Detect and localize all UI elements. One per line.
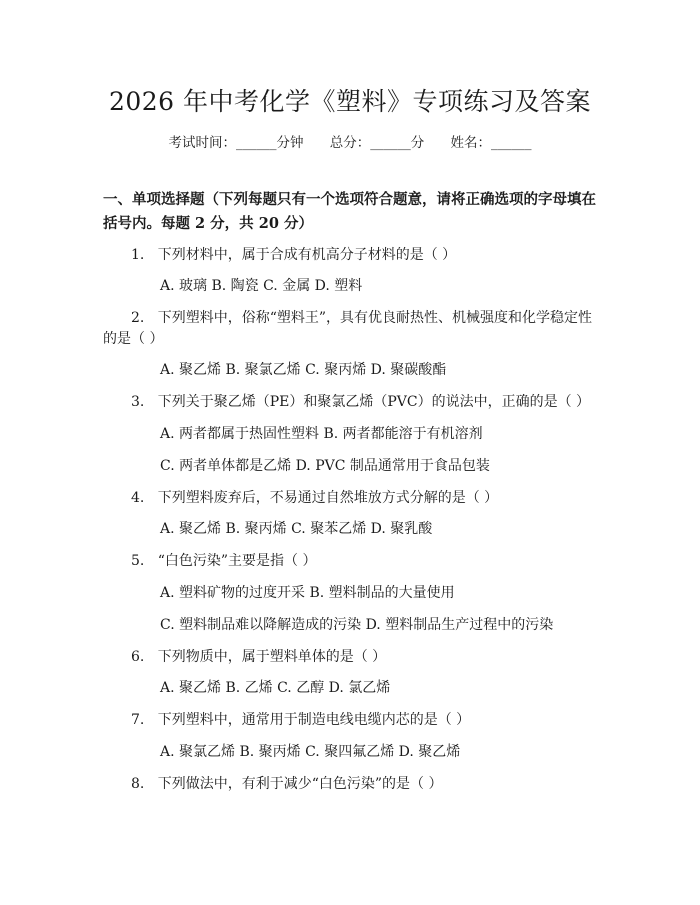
question-5-options-1: A. 塑料矿物的过度开采 B. 塑料制品的大量使用 bbox=[160, 585, 455, 601]
question-4: 4. 下列塑料废弃后，不易通过自然堆放方式分解的是（ ） bbox=[131, 490, 499, 506]
question-5-options-2: C. 塑料制品难以降解造成的污染 D. 塑料制品生产过程中的污染 bbox=[160, 617, 554, 633]
question-1-options: A. 玻璃 B. 陶瓷 C. 金属 D. 塑料 bbox=[160, 278, 363, 294]
question-3-options-2: C. 两者单体都是乙烯 D. PVC 制品通常用于食品包装 bbox=[160, 458, 490, 474]
question-3-options-1: A. 两者都属于热固性塑料 B. 两者都能溶于有机溶剂 bbox=[160, 426, 483, 442]
score-field: 总分：______分 bbox=[329, 135, 425, 151]
question-5: 5. “白色污染”主要是指（ ） bbox=[131, 553, 317, 569]
question-6-options: A. 聚乙烯 B. 乙烯 C. 乙醇 D. 氯乙烯 bbox=[160, 680, 391, 696]
question-4-options: A. 聚乙烯 B. 聚丙烯 C. 聚苯乙烯 D. 聚乳酸 bbox=[160, 521, 433, 537]
question-6: 6. 下列物质中，属于塑料单体的是（ ） bbox=[131, 649, 387, 665]
question-8: 8. 下列做法中，有利于减少“白色污染”的是（ ） bbox=[131, 776, 443, 792]
question-2-options: A. 聚乙烯 B. 聚氯乙烯 C. 聚丙烯 D. 聚碳酸酯 bbox=[160, 362, 447, 378]
question-3: 3. 下列关于聚乙烯（PE）和聚氯乙烯（PVC）的说法中，正确的是（ ） bbox=[131, 394, 591, 410]
section-heading: 一、单项选择题（下列每题只有一个选项符合题意，请将正确选项的字母填在括号内。每题 2 分，共 20 分） bbox=[103, 191, 596, 232]
question-2: 2. 下列塑料中，俗称“塑料王”，具有优良耐热性、机械强度和化学稳定性 bbox=[131, 310, 593, 326]
name-field: 姓名：______ bbox=[450, 135, 532, 151]
question-1: 1. 下列材料中，属于合成有机高分子材料的是（ ） bbox=[131, 247, 457, 263]
question-2-continuation: 的是（ ） bbox=[103, 331, 164, 347]
page-title: 2026 年中考化学《塑料》专项练习及答案 bbox=[108, 87, 592, 116]
time-field: 考试时间：______分钟 bbox=[168, 135, 304, 151]
question-7-options: A. 聚氯乙烯 B. 聚丙烯 C. 聚四氟乙烯 D. 聚乙烯 bbox=[160, 744, 461, 760]
exam-meta bbox=[0, 131, 700, 151]
question-7: 7. 下列塑料中，通常用于制造电线电缆内芯的是（ ） bbox=[131, 712, 471, 728]
